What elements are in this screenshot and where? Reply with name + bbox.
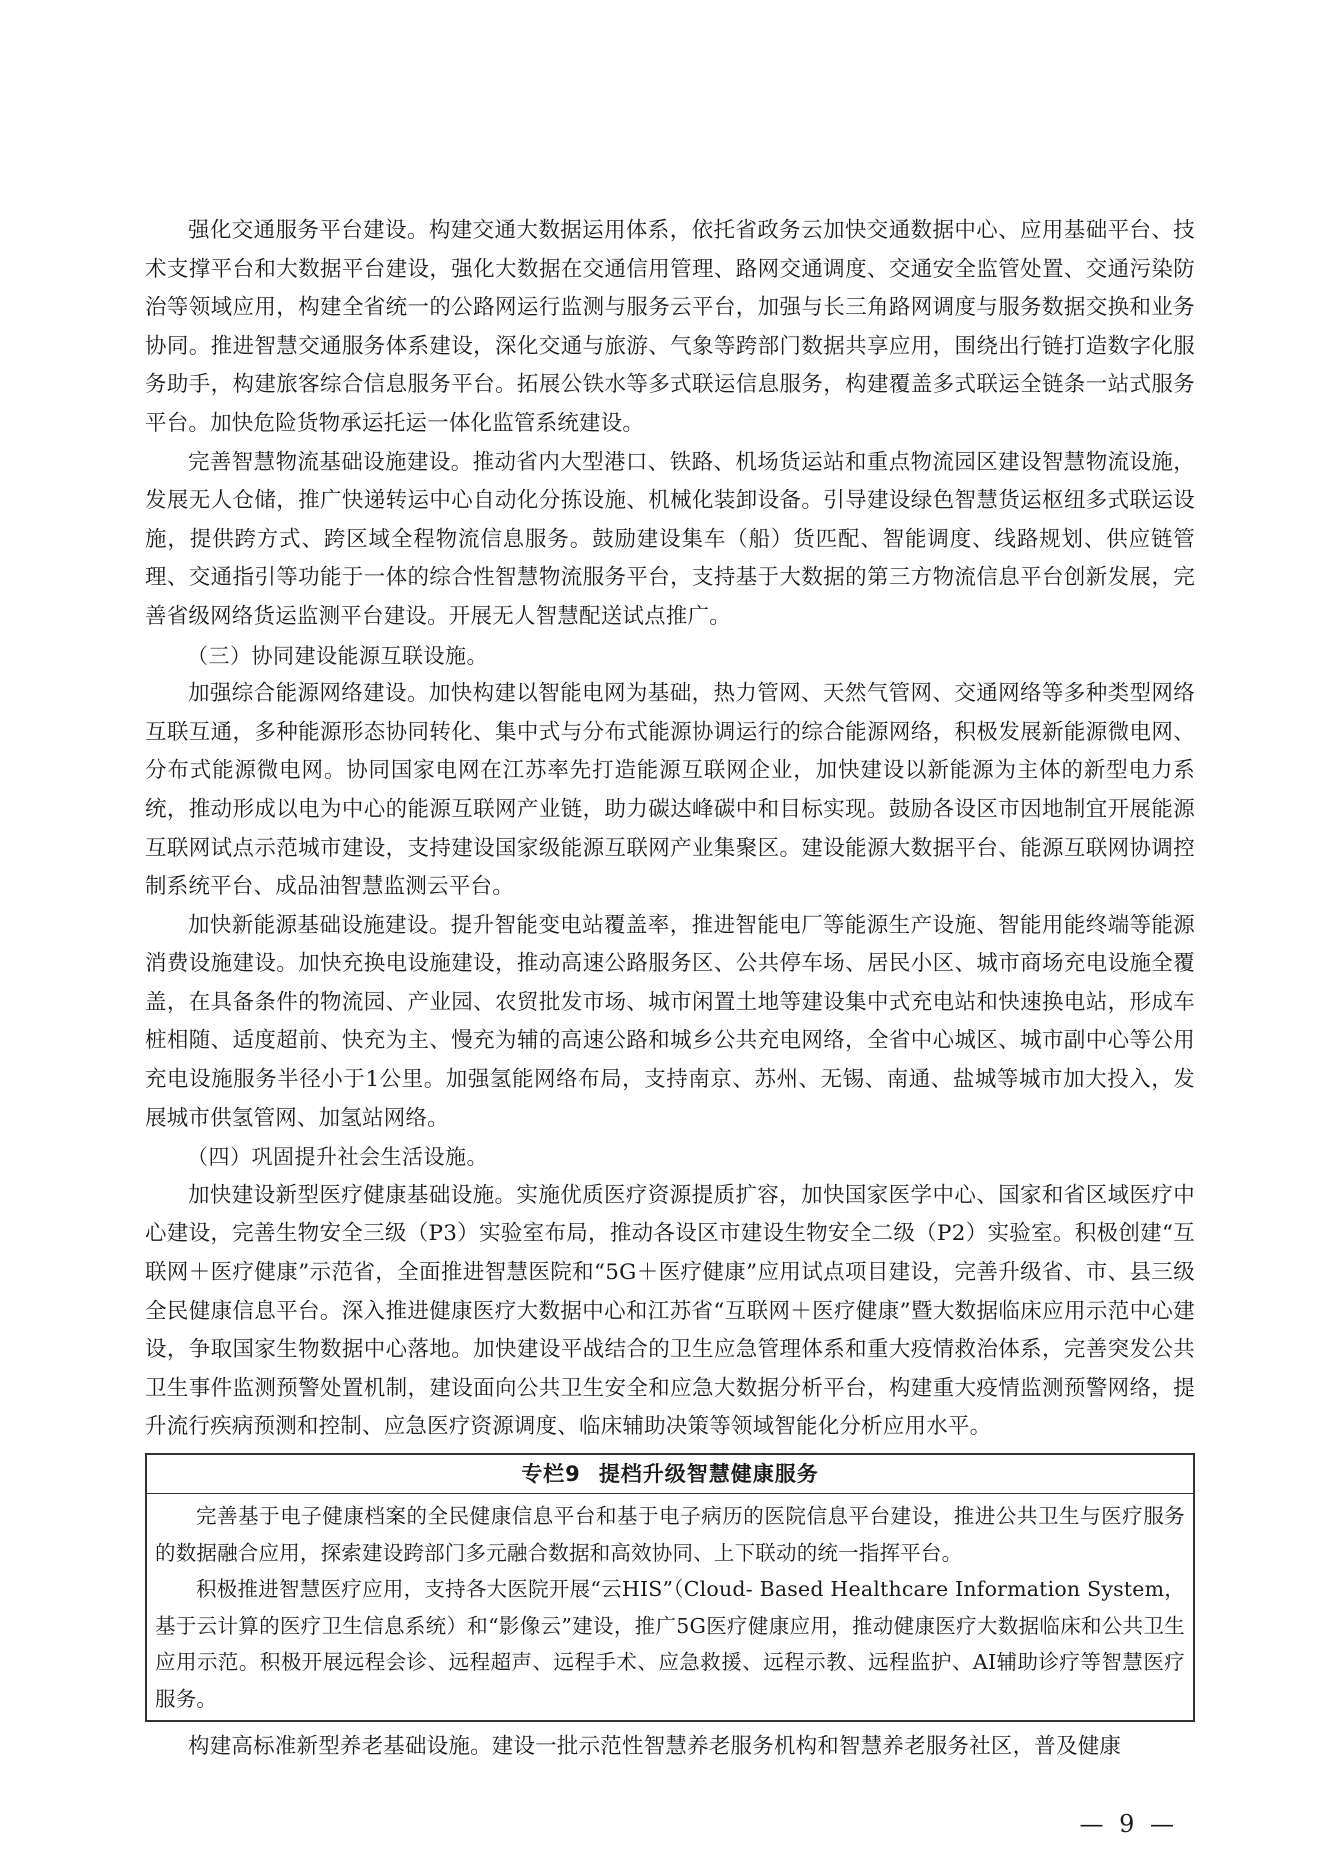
paragraph-new-energy: 加快新能源基础设施建设。提升智能变电站覆盖率，推进智能电厂等能源生产设施、智能用能终端等能源消费设施建设。加快充换电设施建设，推动高速公路服务区、公共停车场、居民小区、城市商场充电设施全覆盖，在具备条件的物流园、产业园、农贸批发市场、城市闲置土地等建设集中式充电站和快速换电站，形成车桩相随、适度超前、快充为主、慢充为辅的高速公路和城乡公共充电网络，全省中心城区、城市副中心等公用充电设施服务半径小于1公里。加强氢能网络布局，支持南京、苏州、无锡、南通、盐城等城市加大投入，发展城市供氢管网、加氢站网络。 xyxy=(145,912,1195,1131)
paragraph-elderly-care: 构建高标准新型养老基础设施。建设一批示范性智慧养老服务机构和智慧养老服务社区，普及健康 xyxy=(188,1733,1122,1759)
feature-box-number: 专栏9 xyxy=(521,1462,581,1486)
paragraph-smart-logistics: 完善智慧物流基础设施建设。推动省内大型港口、铁路、机场货运站和重点物流园区建设智慧物流设施，发展无人仓储，推广快递转运中心自动化分拣设施、机械化装卸设备。引导建设绿色智慧货运枢纽多式联运设施，提供跨方式、跨区域全程物流信息服务。鼓励建设集车（船）货匹配、智能调度、线路规划、供应链管理、交通指引等功能于一体的综合性智慧物流服务平台，支持基于大数据的第三方物流信息平台创新发展，完善省级网络货运监测平台建设。开展无人智慧配送试点推广。 xyxy=(145,449,1195,629)
paragraph-smart-transport: 强化交通服务平台建设。构建交通大数据运用体系，依托省政务云加快交通数据中心、应用基础平台、技术支撑平台和大数据平台建设，强化大数据在交通信用管理、路网交通调度、交通安全监管处置、交通污染防治等领域应用，构建全省统一的公路网运行监测与服务云平台，加强与长三角路网调度与服务数据交换和业务协同。推进智慧交通服务体系建设，深化交通与旅游、气象等跨部门数据共享应用，围绕出行链打造数字化服务助手，构建旅客综合信息服务平台。拓展公铁水等多式联运信息服务，构建覆盖多式联运全链条一站式服务平台。加快危险货物承运托运一体化监管系统建设。 xyxy=(145,218,1195,436)
section-heading-social: （四）巩固提升社会生活设施。 xyxy=(187,1145,488,1170)
paragraph-energy-network: 加强综合能源网络建设。加快构建以智能电网为基础，热力管网、天然气管网、交通网络等多种类型网络互联互通，多种能源形态协同转化、集中式与分布式能源协调运行的综合能源网络，积极发展新能源微电网、分布式能源微电网。协同国家电网在江苏率先打造能源互联网企业，加快建设以新能源为主体的新型电力系统，推动形成以电为中心的能源互联网产业链，助力碳达峰碳中和目标实现。鼓励各设区市因地制宜开展能源互联网试点示范城市建设，支持建设国家级能源互联网产业集聚区。建设能源大数据平台、能源互联网协调控制系统平台、成品油智慧监测云平台。 xyxy=(145,681,1195,900)
section-heading-energy: （三）协同建设能源互联设施。 xyxy=(187,643,488,668)
feature-box xyxy=(145,1453,1195,1722)
feature-box-heading: 提档升级智慧健康服务 xyxy=(598,1462,819,1486)
feature-box-title xyxy=(147,1455,1193,1494)
page-content xyxy=(145,212,1195,1766)
page-number: — 9 — xyxy=(1079,1810,1178,1838)
feature-box-paragraph: 完善基于电子健康档案的全民健康信息平台和基于电子病历的医院信息平台建设，推进公共卫生与医疗服务的数据融合应用，探索建设跨部门多元融合数据和高效协同、上下联动的统一指挥平台。 xyxy=(155,1504,1185,1565)
feature-box-paragraph: 积极推进智慧医疗应用，支持各大医院开展“云HIS”（Cloud- Based Healthcare Information System，基于云计算的医疗卫生信息系统）和“影像云”建设，推广5G医疗健康应用，推动健康医疗大数据临床和公共卫生应用示范。积极开展远程会诊、远程超声、远程手术、应急救援、远程示教、远程监护、AI辅助诊疗等智慧医疗服务。 xyxy=(155,1577,1185,1711)
feature-box-body xyxy=(147,1494,1193,1720)
paragraph-medical-health: 加快建设新型医疗健康基础设施。实施优质医疗资源提质扩容，加快国家医学中心、国家和省区域医疗中心建设，完善生物安全三级（P3）实验室布局，推动各设区市建设生物安全二级（P2）实验室。积极创建“互联网＋医疗健康”示范省，全面推进智慧医院和“5G＋医疗健康”应用试点项目建设，完善升级省、市、县三级全民健康信息平台。深入推进健康医疗大数据中心和江苏省“互联网＋医疗健康”暨大数据临床应用示范中心建设，争取国家生物数据中心落地。加快建设平战结合的卫生应急管理体系和重大疫情救治体系，完善突发公共卫生事件监测预警处置机制，建设面向公共卫生安全和应急大数据分析平台，构建重大疫情监测预警网络，提升流行疾病预测和控制、应急医疗资源调度、临床辅助决策等领域智能化分析应用水平。 xyxy=(145,1182,1195,1440)
